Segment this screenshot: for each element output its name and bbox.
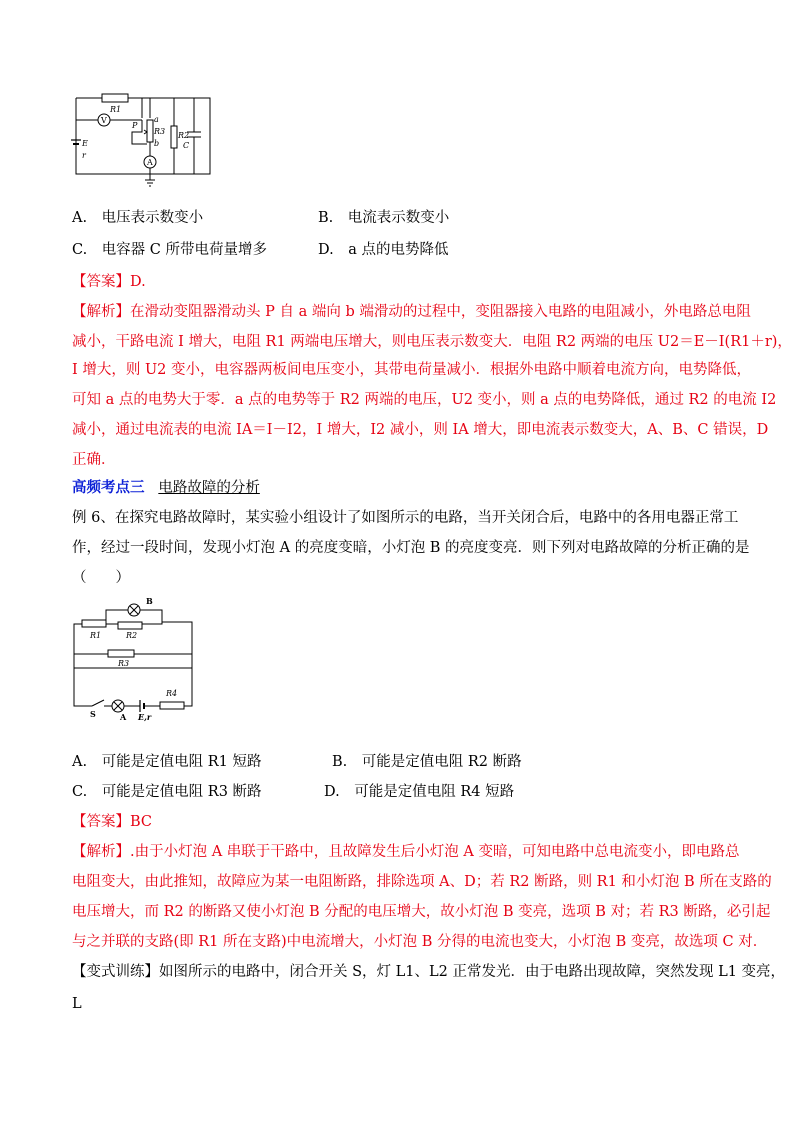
label-r1: R1 [110,105,122,114]
label-bulb-a: A [120,712,127,722]
label-switch-s: S [90,709,96,719]
q5-analysis-line-3: I 增大，则 U2 变小，电容器两板间电压变小，其带电荷量减小．根据外电路中顺着电流方向，电势降低， [72,362,751,378]
q5-analysis-line-5: 减小，通过电流表的电流 IA＝I－I2，I 增大，I2 减小，则 IA 增大，即电流表示数变大，A、B、C 错误，D [72,422,769,438]
label-p: P [132,121,138,130]
q6-option-d: D. 可能是定值电阻 R4 短路 [324,784,515,800]
q6-analysis-line-4: 与之并联的支路(即 R1 所在支路)中电流增大，小灯泡 B 分得的电流也变大，小灯泡 B 变亮，故选项 C 对． [72,934,768,950]
q5-analysis-line-4: 可知 a 点的电势大于零．a 点的电势等于 R2 两端的电压，U2 变小，则 a 点的电势降低，通过 R2 的电流 I2 [72,392,777,408]
label-c: C [183,141,190,150]
label-r: r [82,151,86,160]
q5-analysis-line-2: 减小，干路电流 I 增大，电阻 R1 两端电压增大，则电压表示数变大．电阻 R2 两端的电压 U2＝E－I(R1＋r)， [72,334,792,350]
label-bulb-b: B [146,596,153,606]
circuit-diagram-2 [68,596,198,722]
q6-stem-line-1: 例 6、在探究电路故障时，某实验小组设计了如图所示的电路，当开关闭合后，电路中的各用电器正常工 [72,510,739,526]
section-title: 高频考点三 [72,479,145,496]
variant-line-2: L [72,996,82,1012]
q6-answer: 【答案】BC [72,814,153,830]
q5-answer: 【答案】D. [72,274,146,290]
label-r3: R3 [118,659,130,668]
q6-option-c: C. 可能是定值电阻 R3 断路 [72,784,262,800]
q6-stem-line-3: （ ） [72,570,130,586]
circuit-diagram-1 [70,88,220,188]
q6-analysis-line-2: 电阻变大，由此推知，故障应为某一电阻断路，排除选项 A、D；若 R2 断路，则 R1 和小灯泡 B 所在支路的 [72,874,772,890]
label-r2: R2 [126,631,138,640]
q6-option-b: B. 可能是定值电阻 R2 断路 [332,754,522,770]
label-source: E,r [138,712,152,722]
label-e: E [82,139,88,148]
q6-analysis-line-1: 【解析】.由于小灯泡 A 串联于干路中，且故障发生后小灯泡 A 变暗，可知电路中总电流变小，即电路总 [72,844,740,860]
variant-line-1: 【变式训练】如图所示的电路中，闭合开关 S，灯 L1、L2 正常发光．由于电路出现故障，突然发现 L1 变亮， [72,964,786,980]
q6-stem-line-2: 作，经过一段时间，发现小灯泡 A 的亮度变暗，小灯泡 B 的亮度变亮．则下列对电路故障的分析正确的是 [72,540,750,556]
q5-analysis-line-1: 【解析】在滑动变阻器滑动头 P 自 a 端向 b 端滑动的过程中，变阻器接入电路的电阻减小，外电路总电阻 [72,304,751,320]
label-b: b [154,139,160,148]
label-r2: R2 [178,131,190,140]
section-heading [72,478,260,498]
label-r4: R4 [166,689,178,698]
q6-option-a: A. 可能是定值电阻 R1 短路 [72,754,262,770]
q5-analysis-line-6: 正确． [72,452,116,468]
q5-option-c: C. 电容器 C 所带电荷量增多 [72,242,267,258]
label-r1: R1 [90,631,102,640]
q5-option-a: A. 电压表示数变小 [72,210,204,226]
q5-option-b: B. 电流表示数变小 [318,210,450,226]
label-rx: R3 [154,127,166,136]
q5-option-d: D. a 点的电势降低 [318,242,449,258]
section-subtitle: 电路故障的分析 [158,480,260,496]
q6-analysis-line-3: 电压增大，而 R2 的断路又使小灯泡 B 分配的电压增大，故小灯泡 B 变亮，选项 B 对；若 R3 断路，必引起 [72,904,771,920]
label-a: a [154,115,159,124]
voltmeter-label: V [101,116,107,125]
ammeter-label: A [147,158,153,167]
